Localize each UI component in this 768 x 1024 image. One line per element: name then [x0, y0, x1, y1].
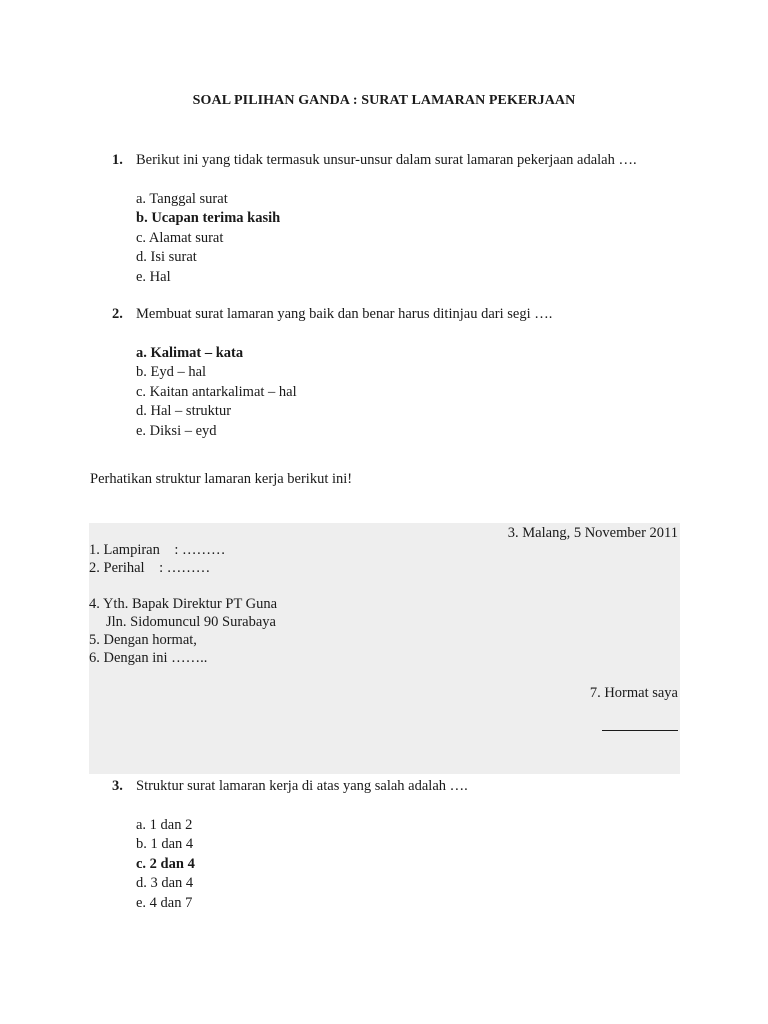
- option-c: c. Kaitan antarkalimat – hal: [136, 383, 297, 400]
- question-3-options: [136, 816, 195, 913]
- option-d: d. Isi surat: [136, 249, 197, 266]
- option-a: a. Tanggal surat: [136, 191, 228, 207]
- letter-greeting: 5. Dengan hormat,: [89, 632, 197, 648]
- letter-perihal: 2. Perihal : ………: [89, 560, 211, 576]
- option-a: a. 1 dan 2: [136, 817, 193, 833]
- question-number: 3.: [112, 778, 123, 794]
- option-b-correct: b. Ucapan terima kasih: [136, 210, 281, 227]
- question-number: 1.: [112, 152, 123, 168]
- question-number: 2.: [112, 306, 123, 322]
- option-e: e. Hal: [136, 268, 171, 285]
- page-title: SOAL PILIHAN GANDA : SURAT LAMARAN PEKERJAAN: [192, 93, 576, 108]
- option-e: e. 4 dan 7: [136, 894, 193, 911]
- option-e: e. Diksi – eyd: [136, 422, 217, 439]
- signature-line: [602, 730, 678, 731]
- letter-closing: 7. Hormat saya: [589, 685, 678, 701]
- option-b: b. Eyd – hal: [136, 364, 207, 381]
- letter-addressee: 4. Yth. Bapak Direktur PT Guna: [89, 596, 278, 612]
- option-d: d. Hal – struktur: [136, 403, 232, 420]
- option-d: d. 3 dan 4: [136, 875, 194, 892]
- question-text: Berikut ini yang tidak termasuk unsur-unsur dalam surat lamaran pekerjaan adalah ….: [136, 152, 637, 168]
- question-text: Struktur surat lamaran kerja di atas yang salah adalah ….: [136, 778, 468, 794]
- option-c-correct: c. 2 dan 4: [136, 855, 195, 872]
- question-1-options: [136, 190, 280, 287]
- letter-date: 3. Malang, 5 November 2011: [507, 525, 678, 541]
- letter-intro: Perhatikan struktur lamaran kerja berikut ini!: [90, 471, 353, 487]
- letter-opening: 6. Dengan ini ……..: [89, 650, 208, 666]
- option-b: b. 1 dan 4: [136, 836, 194, 853]
- question-2-options: [136, 344, 297, 441]
- option-c: c. Alamat surat: [136, 229, 224, 246]
- letter-structure-box: [89, 523, 680, 774]
- letter-address: Jln. Sidomuncul 90 Surabaya: [106, 614, 276, 630]
- question-text: Membuat surat lamaran yang baik dan benar harus ditinjau dari segi ….: [136, 306, 553, 322]
- letter-lampiran: 1. Lampiran : ………: [89, 542, 226, 558]
- option-a-correct: a. Kalimat – kata: [136, 345, 244, 361]
